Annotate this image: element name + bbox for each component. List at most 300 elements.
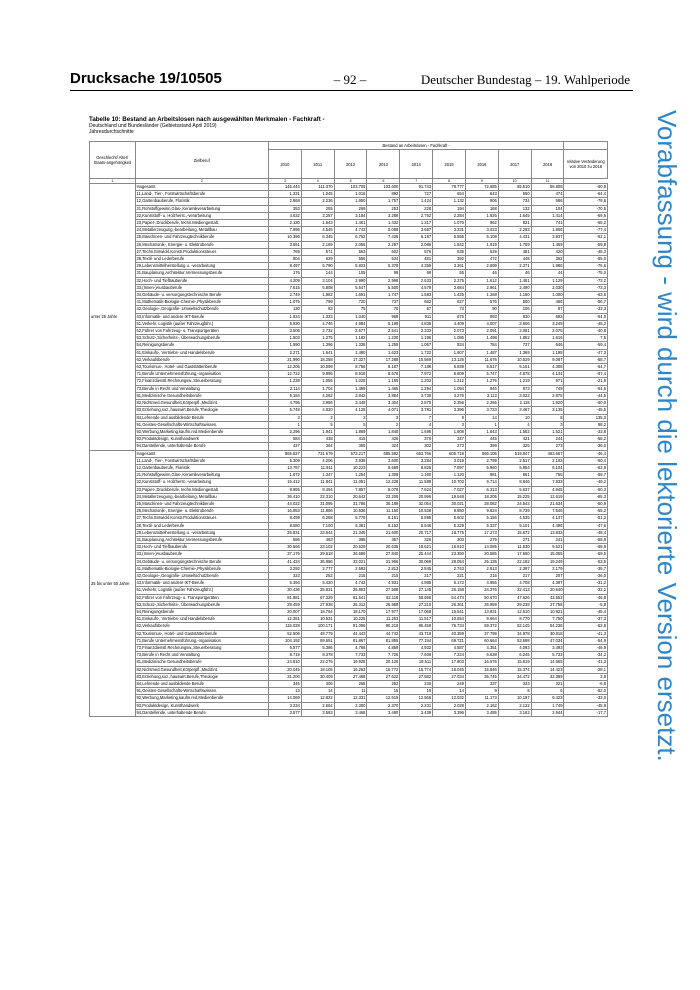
value-cell: 12.519 — [367, 695, 400, 702]
value-cell: 1.919 — [465, 241, 498, 248]
value-cell: 10.225 — [334, 616, 367, 623]
value-cell: 4.282 — [301, 392, 334, 399]
value-cell: 253 — [367, 205, 400, 212]
value-cell: 4.708 — [498, 580, 531, 587]
value-cell: 4.984 — [334, 320, 367, 327]
value-cell: 21.990 — [268, 356, 301, 363]
change-cell: -64,7 — [564, 364, 608, 371]
value-cell: 1.747 — [367, 292, 400, 299]
value-cell: 5.733 — [531, 652, 564, 659]
value-cell: 3.249 — [531, 320, 564, 327]
value-cell: 3.292 — [268, 565, 301, 572]
value-cell: 16.853 — [268, 508, 301, 515]
value-cell: 4.545 — [301, 227, 334, 234]
job-label: 12,Gartenbauberufe, Floristik — [135, 198, 268, 205]
value-cell: 474 — [531, 191, 564, 198]
change-cell: 7,5 — [564, 335, 608, 342]
value-cell: 5.198 — [367, 320, 400, 327]
value-cell: 144 — [301, 270, 334, 277]
value-cell: 99 — [367, 270, 400, 277]
table-row — [90, 299, 608, 306]
value-cell: 27.582 — [400, 673, 433, 680]
value-cell: 43.718 — [400, 630, 433, 637]
value-cell: 466 — [531, 299, 564, 306]
value-cell: 14 — [301, 688, 334, 695]
value-cell: 20.007 — [268, 608, 301, 615]
value-cell: 1.926 — [465, 212, 498, 219]
value-cell: 4.579 — [400, 284, 433, 291]
value-cell: 7.546 — [531, 508, 564, 515]
value-cell: 4.743 — [334, 227, 367, 234]
change-cell: -49,2 — [564, 479, 608, 486]
value-cell: 1.645 — [498, 212, 531, 219]
table-row — [90, 637, 608, 644]
value-cell: 7.995 — [268, 227, 301, 234]
value-cell: 10.531 — [301, 616, 334, 623]
value-cell: 176 — [268, 270, 301, 277]
job-label: 12,Gartenbauberufe, Floristik — [135, 464, 268, 471]
value-cell: 17.327 — [334, 356, 367, 363]
table-row — [90, 529, 608, 536]
value-cell: 244 — [531, 436, 564, 443]
table-row — [90, 292, 608, 299]
value-cell: 58.696 — [400, 594, 433, 601]
value-cell: 31.200 — [268, 673, 301, 680]
change-cell: -6,8 — [564, 681, 608, 688]
value-cell: 3.019 — [433, 457, 466, 464]
value-cell: 2.103 — [531, 457, 564, 464]
value-cell: 19.249 — [531, 558, 564, 565]
job-label: 83,Erziehung,soz.,hauswirt.Berufe,Theologie — [135, 407, 268, 414]
value-cell: 3.884 — [367, 392, 400, 399]
value-cell: 30.068 — [400, 558, 433, 565]
value-cell: 804 — [268, 256, 301, 263]
change-cell: -40,8 — [564, 328, 608, 335]
value-cell: 8.378 — [301, 652, 334, 659]
change-cell: -28,1 — [564, 666, 608, 673]
value-cell: 8.494 — [301, 486, 334, 493]
job-label: 63,Tourismus-, Hotel- und Gaststättenberufe — [135, 364, 268, 371]
value-cell: 3.023 — [465, 227, 498, 234]
value-cell: 1.882 — [301, 292, 334, 299]
value-cell: 15.225 — [498, 493, 531, 500]
value-cell: 9.664 — [465, 616, 498, 623]
table-row — [90, 306, 608, 313]
value-cell: 47.034 — [531, 637, 564, 644]
change-cell: -65,2 — [564, 220, 608, 227]
value-cell: 30.436 — [268, 587, 301, 594]
change-cell: 88,2 — [564, 421, 608, 428]
value-cell: 1.040 — [334, 313, 367, 320]
table-row — [90, 450, 608, 457]
value-cell: 207 — [531, 572, 564, 579]
change-cell: -64,0 — [564, 313, 608, 320]
value-cell: 18.205 — [465, 493, 498, 500]
value-cell: 3 — [433, 421, 466, 428]
value-cell: 7.224 — [433, 652, 466, 659]
value-cell: 7 — [400, 414, 433, 421]
value-cell: 81.881 — [268, 594, 301, 601]
table-row — [90, 428, 608, 435]
value-cell: 5.930 — [268, 320, 301, 327]
value-cell: 77.194 — [400, 637, 433, 644]
value-cell: 4.742 — [334, 580, 367, 587]
value-cell: 23.644 — [301, 529, 334, 536]
job-label: 53,Schutz-,Sicherheits-, Überwachungsberufe — [135, 335, 268, 342]
job-label: 83,Erziehung,soz.,hauswirt.Berufe,Theologie — [135, 673, 268, 680]
change-cell: -33,8 — [564, 428, 608, 435]
value-cell: 643 — [465, 191, 498, 198]
table-row — [90, 645, 608, 652]
value-cell: 2.371 — [498, 263, 531, 270]
value-cell: 1.094 — [433, 385, 466, 392]
value-cell: 693 — [531, 313, 564, 320]
value-cell: 12.510 — [498, 608, 531, 615]
change-cell: -47,6 — [564, 522, 608, 529]
value-cell: 35.745 — [465, 673, 498, 680]
value-cell: 3 — [531, 421, 564, 428]
table-row — [90, 421, 608, 428]
value-cell: 2.593 — [334, 565, 367, 572]
value-cell: 4.147 — [531, 515, 564, 522]
value-cell: 18.258 — [301, 356, 334, 363]
value-cell: 2.541 — [367, 328, 400, 335]
value-cell: 6.161 — [367, 515, 400, 522]
table-row — [90, 184, 608, 191]
value-cell: 302 — [400, 443, 433, 450]
value-cell: 46 — [498, 270, 531, 277]
change-cell: -50,3 — [564, 486, 608, 493]
value-cell: 7.833 — [531, 479, 564, 486]
value-cell: 5.748 — [268, 407, 301, 414]
value-cell: 1.465 — [367, 385, 400, 392]
value-cell: 46 — [465, 270, 498, 277]
value-cell: 2.169 — [301, 241, 334, 248]
value-cell: 438 — [301, 436, 334, 443]
value-cell: 2.777 — [301, 565, 334, 572]
value-cell: 3.684 — [433, 284, 466, 291]
change-cell: -60,0 — [564, 400, 608, 407]
value-cell: 2.086 — [400, 241, 433, 248]
table-row — [90, 371, 608, 378]
value-cell: 32.054 — [400, 500, 433, 507]
value-cell: 23.208 — [367, 493, 400, 500]
value-cell: 2.028 — [433, 702, 466, 709]
value-cell: 3.781 — [400, 407, 433, 414]
value-cell: 265 — [334, 681, 367, 688]
job-label: 43,Informatik- und andere IKT-Berufe — [135, 580, 268, 587]
value-cell: 5.229 — [433, 522, 466, 529]
value-cell: 602 — [367, 248, 400, 255]
change-cell: -33,3 — [564, 306, 608, 313]
value-cell: 12.722 — [268, 371, 301, 378]
job-label: 52,Führer von Fahrzeug- u. Transportgeräten — [135, 594, 268, 601]
value-cell: 20.126 — [367, 659, 400, 666]
value-cell: 1.806 — [531, 227, 564, 234]
value-cell: 3.956 — [301, 400, 334, 407]
value-cell: 3.600 — [367, 457, 400, 464]
value-cell: 1.872 — [268, 472, 301, 479]
table-row — [90, 666, 608, 673]
job-label: 62,Verkaufsberufe — [135, 356, 268, 363]
age-column-header: Geschlecht/ Alter/ Staats-angehörigkeit — [90, 142, 136, 179]
job-label: 63,Tourismus-, Hotel- und Gaststättenberufe — [135, 630, 268, 637]
value-cell: 44 — [531, 270, 564, 277]
value-cell: 3.687 — [400, 227, 433, 234]
value-cell: 769 — [268, 248, 301, 255]
page-header — [70, 70, 630, 90]
value-cell: 26.686 — [334, 551, 367, 558]
value-cell: 1.255 — [367, 342, 400, 349]
value-cell: 1.590 — [268, 342, 301, 349]
value-cell: 13.931 — [465, 608, 498, 615]
value-cell: 3.937 — [531, 234, 564, 241]
value-cell: 279 — [465, 536, 498, 543]
value-cell: 7.726 — [367, 652, 400, 659]
table-row — [90, 198, 608, 205]
value-cell: 8.676 — [367, 371, 400, 378]
value-cell: 11.253 — [367, 616, 400, 623]
value-cell: 481 — [498, 248, 531, 255]
year-header: 2017 — [498, 150, 531, 179]
value-cell: 6.345 — [301, 234, 334, 241]
value-cell: 16.772 — [367, 666, 400, 673]
value-cell: 2.297 — [367, 241, 400, 248]
value-cell: 6.809 — [433, 371, 466, 378]
value-cell: 2.370 — [367, 702, 400, 709]
job-label: 23,Papier-,Druckberufe, techn.Mediengestalt. — [135, 220, 268, 227]
value-cell: 1.480 — [334, 349, 367, 356]
value-cell: 25.803 — [334, 587, 367, 594]
caption-title: Tabelle 10: Bestand an Arbeitslosen nach ausgewählten Merkmalen - Fachkraft - — [89, 116, 325, 123]
value-cell: 12.822 — [301, 695, 334, 702]
job-label: 71,Berufe Unternehmensführung,-organisation — [135, 637, 268, 644]
table-row — [90, 335, 608, 342]
value-cell: 15.672 — [498, 529, 531, 536]
value-cell: 3.396 — [433, 709, 466, 716]
job-label: 61,Einkaufs-, Vertriebs- und Handelsberufe — [135, 349, 268, 356]
job-label: 22,Kunststoff- u. Holzherst.,-verarbeitung — [135, 479, 268, 486]
value-cell: 15.569 — [400, 356, 433, 363]
value-cell: 16.774 — [400, 666, 433, 673]
value-cell: 5.101 — [498, 522, 531, 529]
value-cell: 252 — [367, 681, 400, 688]
change-cell: -70,5 — [564, 205, 608, 212]
value-cell: 1.182 — [334, 335, 367, 342]
value-cell: 576 — [465, 299, 498, 306]
job-label: 62,Verkaufsberufe — [135, 623, 268, 630]
value-cell: 7.897 — [433, 464, 466, 471]
value-cell: 13.757 — [268, 464, 301, 471]
value-cell: 357 — [367, 536, 400, 543]
value-cell: 273 — [433, 443, 466, 450]
value-cell: 20.640 — [531, 587, 564, 594]
value-cell: 11.589 — [400, 479, 433, 486]
value-cell: 20.635 — [367, 544, 400, 551]
value-cell: 2.236 — [301, 198, 334, 205]
value-cell: 8 — [531, 414, 564, 421]
value-cell: 61.641 — [334, 594, 367, 601]
table-row — [90, 536, 608, 543]
change-cell: -48,4 — [564, 529, 608, 536]
value-cell: 627 — [433, 299, 466, 306]
table-row — [90, 601, 608, 608]
value-cell: 3.184 — [334, 212, 367, 219]
value-cell: 4.206 — [301, 457, 334, 464]
value-cell: 27.145 — [400, 587, 433, 594]
value-cell: 629 — [301, 256, 334, 263]
value-cell: 1.308 — [367, 472, 400, 479]
value-cell: 15.541 — [433, 608, 466, 615]
year-header: 2013 — [367, 150, 400, 179]
value-cell: 1.924 — [268, 313, 301, 320]
year-header: 2015 — [433, 150, 466, 179]
value-cell: 14 — [433, 688, 466, 695]
table-row — [90, 220, 608, 227]
job-label: 73,Berufe in Recht und Verwaltung — [135, 652, 268, 659]
value-cell: 830 — [498, 313, 531, 320]
value-cell: 55 — [433, 270, 466, 277]
value-cell: 1.396 — [301, 342, 334, 349]
change-cell: -36,0 — [564, 443, 608, 450]
table-row — [90, 191, 608, 198]
value-cell: 2.517 — [498, 457, 531, 464]
value-cell: 861 — [498, 472, 531, 479]
value-cell: 4.632 — [268, 212, 301, 219]
table-row — [90, 587, 608, 594]
value-cell: 1.481 — [498, 277, 531, 284]
value-cell: 5.823 — [334, 263, 367, 270]
value-cell: 16.263 — [334, 666, 367, 673]
job-label: 53,Schutz-,Sicherheits-, Überwachungsberufe — [135, 601, 268, 608]
value-cell: 7.100 — [301, 522, 334, 529]
value-cell: 14.565 — [531, 659, 564, 666]
value-cell: 10.921 — [531, 608, 564, 615]
table-row — [90, 277, 608, 284]
value-cell: 5.555 — [433, 234, 466, 241]
value-cell: 69 — [400, 270, 433, 277]
change-cell: -32,2 — [564, 587, 608, 594]
value-cell: 11 — [334, 688, 367, 695]
value-cell: 685.592 — [367, 450, 400, 457]
value-cell: 8.580 — [268, 522, 301, 529]
change-cell: -58,2 — [564, 436, 608, 443]
value-cell: 385 — [334, 536, 367, 543]
value-cell: 5.104 — [531, 464, 564, 471]
change-cell: -75,0 — [564, 270, 608, 277]
value-cell: 737 — [498, 342, 531, 349]
value-cell: 16.045 — [433, 666, 466, 673]
value-cell: 2.799 — [465, 457, 498, 464]
caption-note: Jahresdurchschnitte — [89, 129, 134, 135]
value-cell: 5.747 — [465, 371, 498, 378]
value-cell: 2.875 — [531, 392, 564, 399]
value-cell: 12.566 — [400, 695, 433, 702]
change-cell: -58,8 — [564, 536, 608, 543]
year-header: 2012 — [334, 150, 367, 179]
job-label: 23,Papier-,Druckberufe, techn.Mediengestalt. — [135, 486, 268, 493]
value-cell: 28.054 — [433, 558, 466, 565]
value-cell: 749 — [531, 385, 564, 392]
change-cell: -21,6 — [564, 378, 608, 385]
table-row — [90, 558, 608, 565]
value-cell: 30.566 — [268, 544, 301, 551]
value-cell: 720 — [334, 299, 367, 306]
column-index: 9 — [465, 179, 498, 184]
value-cell: 1.749 — [531, 702, 564, 709]
value-cell: 2.122 — [498, 702, 531, 709]
value-cell: 4.071 — [367, 407, 400, 414]
value-cell: 7.435 — [367, 234, 400, 241]
value-cell: 7.027 — [433, 486, 466, 493]
value-cell: 4.093 — [498, 645, 531, 652]
table-row — [90, 695, 608, 702]
table-row — [90, 378, 608, 385]
job-label: 51,Verkehr, Logistik (außer Fahrzeugführ.) — [135, 320, 268, 327]
change-cell: -37,3 — [564, 616, 608, 623]
value-cell: 16.576 — [465, 659, 498, 666]
value-cell: 741 — [531, 220, 564, 227]
value-cell: 1.016 — [334, 191, 367, 198]
value-cell: 255 — [301, 205, 334, 212]
value-cell: 2 — [367, 421, 400, 428]
table-row — [90, 630, 608, 637]
value-cell: 17.977 — [367, 608, 400, 615]
value-cell: 90 — [465, 306, 498, 313]
value-cell: 31.966 — [367, 558, 400, 565]
value-cell: 3.468 — [334, 709, 367, 716]
job-label: 52,Führer von Fahrzeug- u. Transportgeräten — [135, 328, 268, 335]
value-cell: 27.588 — [367, 587, 400, 594]
value-cell: 3.163 — [498, 709, 531, 716]
draft-watermark — [651, 108, 687, 908]
value-cell: 60.664 — [465, 637, 498, 644]
value-cell: 15.412 — [268, 479, 301, 486]
value-cell: 1.165 — [367, 378, 400, 385]
value-cell: 5.172 — [433, 580, 466, 587]
value-cell: 8.918 — [334, 371, 367, 378]
value-cell: 1.333 — [301, 313, 334, 320]
value-cell: 5.602 — [433, 515, 466, 522]
change-cell: -33,0 — [564, 695, 608, 702]
value-cell: 7.606 — [400, 652, 433, 659]
value-cell: 4.409 — [433, 320, 466, 327]
value-cell: 10.703 — [433, 479, 466, 486]
value-cell: 26.959 — [465, 601, 498, 608]
value-cell: 72.685 — [465, 184, 498, 191]
value-cell: 104 — [531, 205, 564, 212]
change-cell: -47,3 — [564, 349, 608, 356]
value-cell: 217 — [400, 572, 433, 579]
value-cell: 3.304 — [367, 400, 400, 407]
value-cell: 34.978 — [498, 630, 531, 637]
value-cell: 9 — [433, 414, 466, 421]
value-cell: 2.293 — [498, 227, 531, 234]
table-row — [90, 392, 608, 399]
job-label: 81,Medizinische Gesundheitsberufe — [135, 392, 268, 399]
value-cell: 10.529 — [498, 356, 531, 363]
value-cell: 130 — [268, 306, 301, 313]
value-cell: 906 — [465, 198, 498, 205]
table-row — [90, 681, 608, 688]
value-cell: 36.986 — [301, 558, 334, 565]
value-cell: 2.333 — [400, 328, 433, 335]
value-cell: 5.420 — [301, 580, 334, 587]
value-cell: 5.379 — [367, 263, 400, 270]
job-label: 29,Lebensmittelherstellung u. -verarbeitung — [135, 263, 268, 270]
change-header: relative Veränderung von 2010 zu 2018 — [564, 150, 608, 179]
value-cell: 971 — [531, 378, 564, 385]
